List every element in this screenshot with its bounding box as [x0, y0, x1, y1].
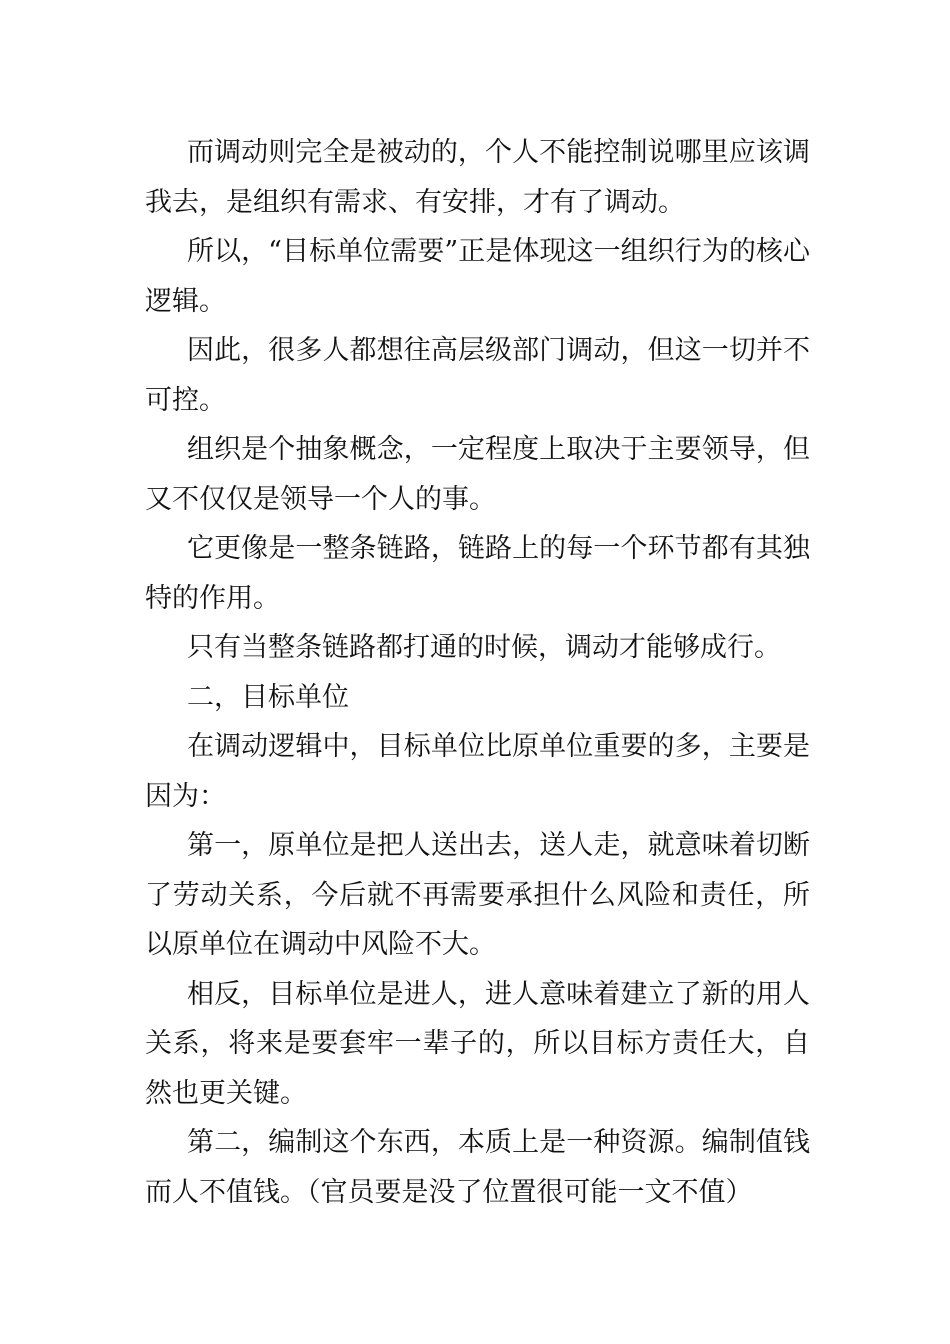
document-body [145, 128, 810, 1217]
paragraph: 第二，编制这个东西，本质上是一种资源。编制值钱而人不值钱。（官员要是没了位置很可能一文不值） [145, 1127, 810, 1208]
paragraph: 组织是个抽象概念，一定程度上取决于主要领导，但又不仅仅是领导一个人的事。 [145, 434, 810, 515]
paragraph: 它更像是一整条链路，链路上的每一个环节都有其独特的作用。 [145, 533, 810, 614]
paragraph: 所以，“目标单位需要”正是体现这一组织行为的核心逻辑。 [145, 236, 810, 317]
paragraph: 第一，原单位是把人送出去，送人走，就意味着切断了劳动关系，今后就不再需要承担什么风险和责任，所以原单位在调动中风险不大。 [145, 830, 810, 960]
paragraph: 因此，很多人都想往高层级部门调动，但这一切并不可控。 [145, 335, 810, 416]
paragraph: 相反，目标单位是进人，进人意味着建立了新的用人关系，将来是要套牢一辈子的，所以目标方责任大，自然也更关键。 [145, 978, 810, 1109]
section-heading: 二，目标单位 [187, 681, 349, 713]
paragraph: 在调动逻辑中，目标单位比原单位重要的多，主要是因为： [145, 731, 810, 812]
paragraph: 而调动则完全是被动的，个人不能控制说哪里应该调我去，是组织有需求、有安排，才有了调动。 [145, 137, 810, 218]
paragraph: 只有当整条链路都打通的时候，调动才能够成行。 [187, 632, 781, 663]
